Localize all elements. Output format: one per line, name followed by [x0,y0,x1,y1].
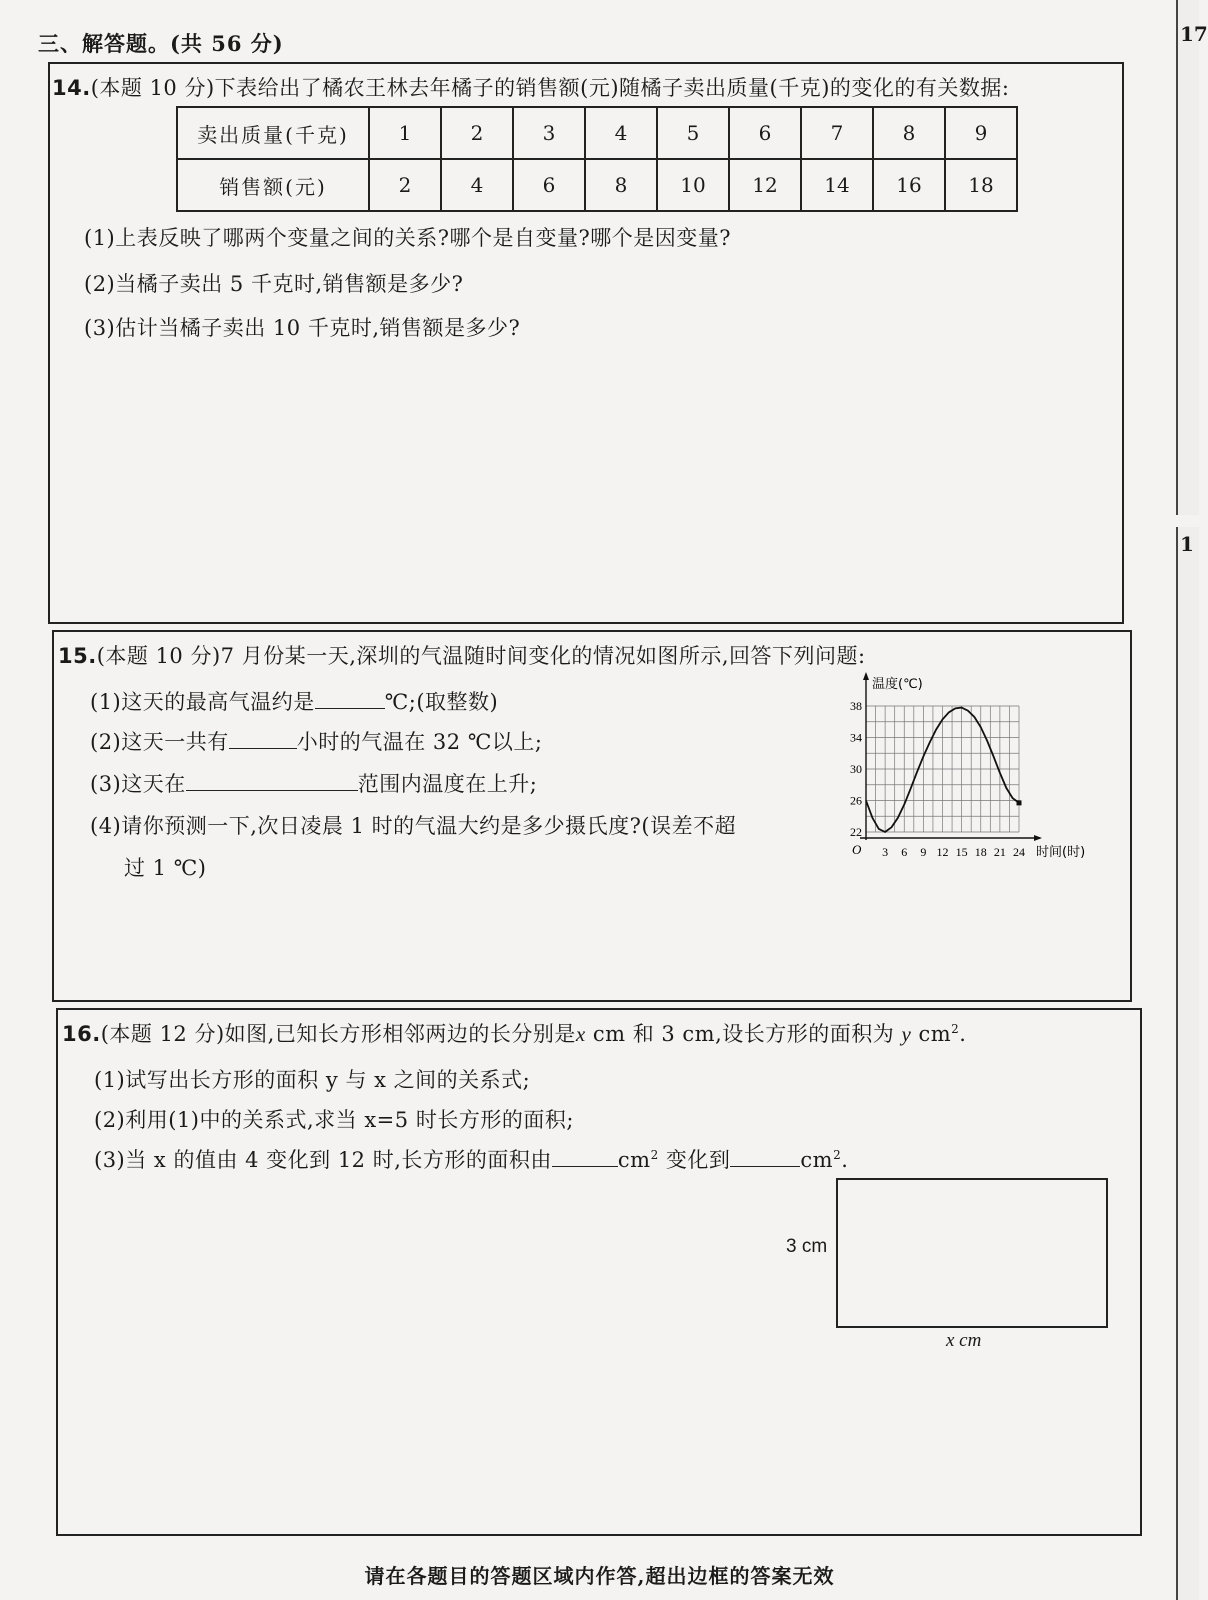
bottom-length-label: x cm [946,1330,982,1351]
table-cell: 2 [441,107,513,159]
q15-part-2-text: (2)这天一共有 [90,730,229,754]
row-header-sales: 销售额(元) [177,159,369,211]
q16-header-text-2: cm 和 3 cm,设长方形的面积为 [585,1022,895,1046]
y-axis-arrow [863,672,869,680]
q15-part-2-tail: 小时的气温在 32 ℃以上; [296,730,543,754]
q16-header-text: (本题 12 分)如图,已知长方形相邻两边的长分别是 [100,1022,576,1046]
q14-part-2: (2)当橘子卖出 5 千克时,销售额是多少? [84,272,464,296]
q16-part-3 [94,1144,848,1174]
x-tick-label: 12 [936,845,949,859]
answer-blank[interactable] [186,770,358,791]
q16-part-3-tail: 变化到 [658,1148,731,1172]
var-x: x [575,1022,586,1046]
q15-header-text: (本题 10 分)7 月份某一天,深圳的气温随时间变化的情况如图所示,回答下列问题: [96,644,866,668]
superscript-2: 2 [833,1148,842,1162]
chart-axes [860,672,1042,841]
q14-part-3: (3)估计当橘子卖出 10 千克时,销售额是多少? [84,316,521,340]
q16-number: 16. [62,1022,101,1046]
table-cell: 4 [441,159,513,211]
table-cell: 1 [369,107,441,159]
chart-series [866,708,1022,832]
var-y: y [901,1022,912,1046]
x-tick-label: 18 [974,845,987,859]
y-tick-label: 26 [850,793,862,808]
unit-cm: cm [617,1148,651,1172]
y-axis-title: 温度(℃) [872,677,923,692]
superscript-2: 2 [951,1022,960,1036]
temperature-chart [832,666,1112,876]
y-tick-label: 34 [850,730,862,745]
answer-blank[interactable] [315,688,385,709]
table-cell: 8 [585,159,657,211]
q15-part-1-text: (1)这天的最高气温约是 [90,690,315,714]
table-cell: 3 [513,107,585,159]
superscript-2: 2 [650,1148,659,1162]
x-tick-label: 21 [993,845,1006,859]
q15-part-4: (4)请你预测一下,次日凌晨 1 时的气温大约是多少摄氏度?(误差不超 [90,814,737,838]
x-axis-title: 时间(时) [1036,845,1086,860]
y-tick-label: 38 [850,699,862,713]
table-row-sales [177,159,1017,211]
next-page-question-number: 17 [1180,22,1208,46]
x-tick-label: 6 [901,845,908,859]
answer-blank[interactable] [229,728,297,749]
unit-cm: cm [800,1148,834,1172]
q15-part-1-unit: ℃;(取整数) [384,690,499,714]
period: . [841,1148,849,1172]
q14-header-text: (本题 10 分)下表给出了橘农王林去年橘子的销售额(元)随橘子卖出质量(千克)的变化的有关数据: [90,76,1010,100]
q15-part-4-cont: 过 1 ℃) [124,856,207,880]
table-cell: 6 [513,159,585,211]
q16-header-period: . [959,1022,967,1046]
q14-header [52,72,1010,102]
q16-part-2: (2)利用(1)中的关系式,求当 x=5 时长方形的面积; [94,1108,574,1132]
section-title: 三、解答题。(共 56 分) [38,31,284,56]
q15-header [58,640,866,670]
origin-label: O [852,842,862,857]
table-cell: 9 [945,107,1017,159]
answer-blank[interactable] [552,1146,618,1167]
q15-part-3 [90,768,537,798]
q14-part-1: (1)上表反映了哪两个变量之间的关系?哪个是自变量?哪个是因变量? [84,226,732,250]
next-page-question-number-2: 1 [1180,532,1194,556]
q15-part-2 [90,726,542,756]
table-cell: 8 [873,107,945,159]
next-page-edge [1176,0,1199,1600]
q15-part-3-tail: 范围内温度在上升; [357,772,538,796]
x-tick-label: 3 [882,845,889,859]
q15-part-3-text: (3)这天在 [90,772,186,796]
x-tick-label: 24 [1013,845,1025,859]
row-header-mass: 卖出质量(千克) [177,107,369,159]
table-row-mass [177,107,1017,159]
q16-header [62,1018,966,1048]
q16-part-3-text: (3)当 x 的值由 4 变化到 12 时,长方形的面积由 [94,1148,552,1172]
table-cell: 5 [657,107,729,159]
table-cell: 12 [729,159,801,211]
rectangle-figure [836,1178,1108,1328]
q16-part-1: (1)试写出长方形的面积 y 与 x 之间的关系式; [94,1068,531,1092]
y-tick-label: 30 [850,762,862,776]
table-cell: 4 [585,107,657,159]
side-length-label: 3 cm [786,1236,828,1257]
table-cell: 6 [729,107,801,159]
x-axis-arrow [1034,835,1042,841]
q15-part-1 [90,686,498,716]
y-tick-label: 22 [850,825,862,839]
q14-number: 14. [52,76,91,100]
next-page-gap [1176,515,1199,527]
table-cell: 7 [801,107,873,159]
answer-blank[interactable] [730,1146,800,1167]
table-cell: 14 [801,159,873,211]
footer-note: 请在各题目的答题区域内作答,超出边框的答案无效 [364,1564,835,1588]
end-point-marker [1017,800,1022,805]
table-cell: 18 [945,159,1017,211]
q16-header-unit: cm [911,1022,952,1046]
x-tick-label: 15 [955,845,968,859]
table-cell: 16 [873,159,945,211]
chart-grid [866,706,1019,832]
table-cell: 2 [369,159,441,211]
x-tick-label: 9 [920,845,927,859]
table-cell: 10 [657,159,729,211]
q14-data-table [176,106,1018,212]
q15-number: 15. [58,644,97,668]
